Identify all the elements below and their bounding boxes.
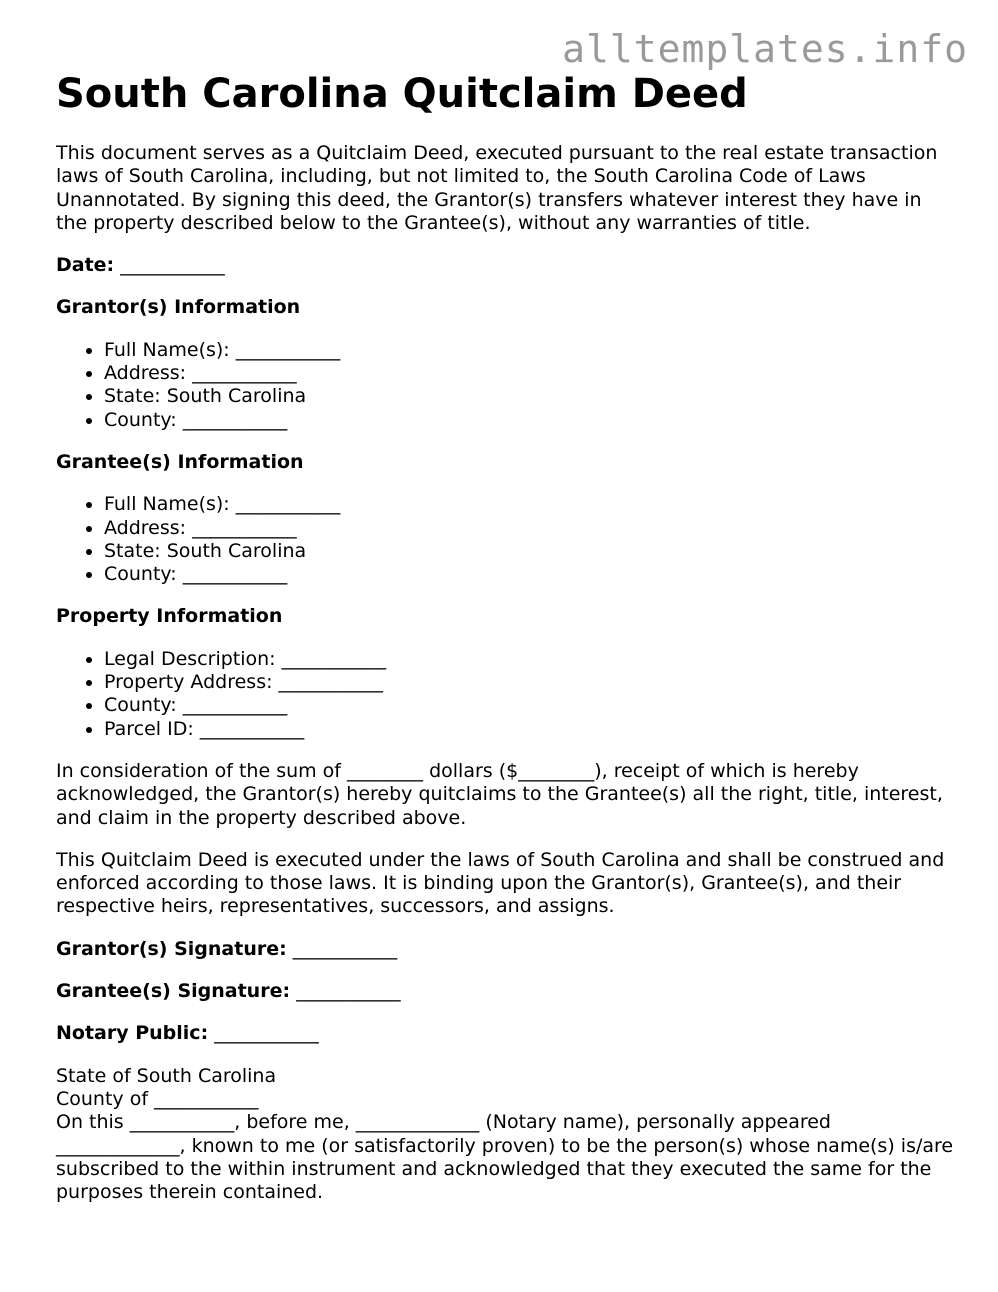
grantor-signature-label: Grantor(s) Signature: — [56, 937, 287, 960]
property-list — [56, 648, 956, 741]
grantee-state: • State: South Carolina — [104, 540, 956, 563]
property-heading: Property Information — [56, 605, 283, 628]
property-address: • Property Address: ___________ — [104, 671, 956, 694]
consideration-paragraph: In consideration of the sum of ________ dollars ($________), receipt of which is hereby acknowledged, the Grantor(s) hereby quitclaims to the Grantee(s) all the right, title, interest, and claim in the property described above. — [56, 759, 943, 829]
governing-law-paragraph: This Quitclaim Deed is executed under the laws of South Carolina and shall be construed and enforced according to those laws. It is binding upon the Grantor(s), Grantee(s), and their respective heirs, representatives, successors, and assigns. — [56, 848, 945, 918]
date-blank: ___________ — [120, 254, 225, 277]
notary-line — [56, 1022, 956, 1045]
property-parcel-id: • Parcel ID: ___________ — [104, 718, 956, 741]
grantee-list — [56, 493, 956, 586]
property-county: • County: ___________ — [104, 694, 956, 717]
grantor-signature-line — [56, 938, 956, 961]
date-field — [56, 254, 956, 277]
grantee-county: • County: ___________ — [104, 563, 956, 586]
grantor-heading: Grantor(s) Information — [56, 296, 301, 319]
grantee-signature-blank: ___________ — [296, 980, 401, 1003]
grantor-full-name: • Full Name(s): ___________ — [104, 339, 956, 362]
date-label: Date: — [56, 254, 115, 277]
acknowledgment-county: County of ___________ — [56, 1087, 259, 1110]
grantor-list — [56, 339, 956, 432]
grantee-full-name: • Full Name(s): ___________ — [104, 493, 956, 516]
grantor-address: • Address: ___________ — [104, 362, 956, 385]
acknowledgment-state: State of South Carolina — [56, 1064, 277, 1087]
grantee-signature-label: Grantee(s) Signature: — [56, 980, 291, 1003]
grantee-signature-line — [56, 980, 956, 1003]
watermark-text: alltemplates.info — [562, 27, 968, 71]
grantor-county: • County: ___________ — [104, 409, 956, 432]
notary-acknowledgment — [56, 1065, 956, 1205]
document-page — [56, 70, 956, 1223]
intro-paragraph: This document serves as a Quitclaim Deed, executed pursuant to the real estate transaction laws of South Carolina, including, but not limited to, the South Carolina Code of Laws Unannotated. By signing this deed, the Grantor(s) transfers whatever interest they have in the property described below to the Grantee(s), without any warranties of title. — [56, 142, 938, 234]
property-legal-description: • Legal Description: ___________ — [104, 648, 956, 671]
acknowledgment-body: On this ___________, before me, _____________ (Notary name), personally appeared _____________, known to me (or satisfactorily proven) to be the person(s) whose name(s) is/are subscribed to the within instrument and acknowledged that they executed the same for the purposes therein contained. — [56, 1111, 954, 1204]
notary-blank: ___________ — [214, 1022, 319, 1045]
grantor-state: • State: South Carolina — [104, 385, 956, 408]
document-title: South Carolina Quitclaim Deed — [56, 71, 748, 117]
grantor-signature-blank: ___________ — [292, 937, 398, 960]
notary-label: Notary Public: — [56, 1022, 209, 1045]
grantee-heading: Grantee(s) Information — [56, 450, 304, 473]
grantee-address: • Address: ___________ — [104, 517, 956, 540]
